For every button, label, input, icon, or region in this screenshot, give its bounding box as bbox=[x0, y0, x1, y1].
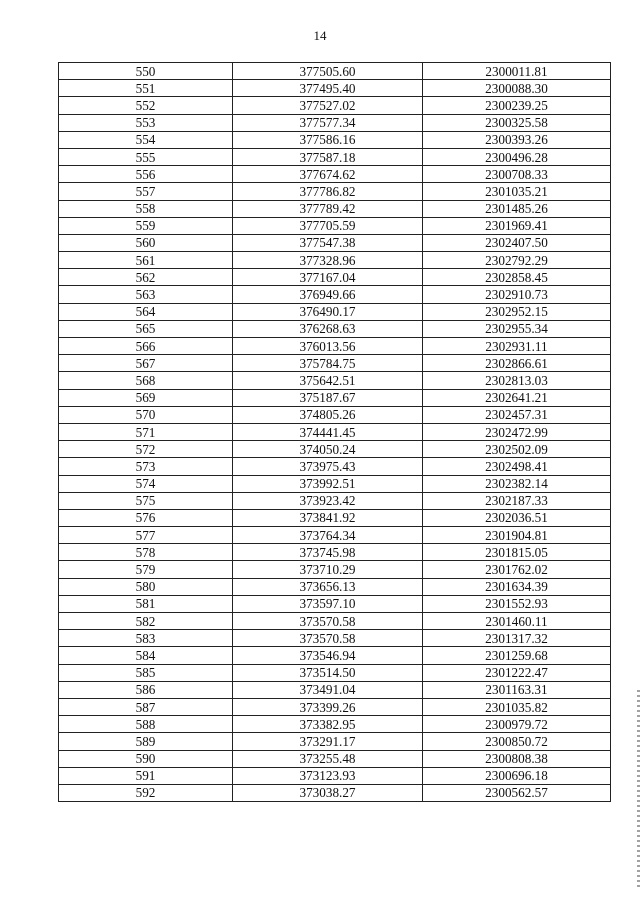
y-coordinate-cell: 2302187.33 bbox=[423, 492, 611, 509]
point-number-cell: 579 bbox=[59, 561, 233, 578]
x-coordinate-cell: 373923.42 bbox=[233, 492, 423, 509]
point-number-cell: 574 bbox=[59, 475, 233, 492]
table-row bbox=[59, 389, 611, 406]
point-number-cell: 577 bbox=[59, 527, 233, 544]
y-coordinate-cell: 2301552.93 bbox=[423, 595, 611, 612]
y-coordinate-cell: 2302472.99 bbox=[423, 423, 611, 440]
table-row bbox=[59, 475, 611, 492]
point-number-cell: 555 bbox=[59, 148, 233, 165]
y-coordinate-cell: 2301904.81 bbox=[423, 527, 611, 544]
x-coordinate-cell: 373710.29 bbox=[233, 561, 423, 578]
y-coordinate-cell: 2301259.68 bbox=[423, 647, 611, 664]
x-coordinate-cell: 373745.98 bbox=[233, 544, 423, 561]
y-coordinate-cell: 2302931.11 bbox=[423, 338, 611, 355]
y-coordinate-cell: 2300708.33 bbox=[423, 166, 611, 183]
y-coordinate-cell: 2302858.45 bbox=[423, 269, 611, 286]
table-row bbox=[59, 698, 611, 715]
table-row bbox=[59, 578, 611, 595]
x-coordinate-cell: 373841.92 bbox=[233, 509, 423, 526]
x-coordinate-cell: 377705.59 bbox=[233, 217, 423, 234]
table-row bbox=[59, 750, 611, 767]
point-number-cell: 552 bbox=[59, 97, 233, 114]
table-row bbox=[59, 630, 611, 647]
point-number-cell: 572 bbox=[59, 441, 233, 458]
y-coordinate-cell: 2301317.32 bbox=[423, 630, 611, 647]
x-coordinate-cell: 377495.40 bbox=[233, 80, 423, 97]
table-row bbox=[59, 286, 611, 303]
point-number-cell: 565 bbox=[59, 320, 233, 337]
table-row bbox=[59, 183, 611, 200]
y-coordinate-cell: 2300850.72 bbox=[423, 733, 611, 750]
x-coordinate-cell: 373975.43 bbox=[233, 458, 423, 475]
point-number-cell: 563 bbox=[59, 286, 233, 303]
table-row bbox=[59, 509, 611, 526]
point-number-cell: 557 bbox=[59, 183, 233, 200]
point-number-cell: 585 bbox=[59, 664, 233, 681]
x-coordinate-cell: 375187.67 bbox=[233, 389, 423, 406]
x-coordinate-cell: 373546.94 bbox=[233, 647, 423, 664]
table-row bbox=[59, 217, 611, 234]
y-coordinate-cell: 2302036.51 bbox=[423, 509, 611, 526]
coordinates-table bbox=[58, 62, 611, 802]
point-number-cell: 564 bbox=[59, 303, 233, 320]
x-coordinate-cell: 373291.17 bbox=[233, 733, 423, 750]
point-number-cell: 588 bbox=[59, 716, 233, 733]
x-coordinate-cell: 373382.95 bbox=[233, 716, 423, 733]
x-coordinate-cell: 374441.45 bbox=[233, 423, 423, 440]
point-number-cell: 550 bbox=[59, 63, 233, 80]
point-number-cell: 560 bbox=[59, 234, 233, 251]
x-coordinate-cell: 377587.18 bbox=[233, 148, 423, 165]
x-coordinate-cell: 376013.56 bbox=[233, 338, 423, 355]
y-coordinate-cell: 2300696.18 bbox=[423, 767, 611, 784]
y-coordinate-cell: 2300496.28 bbox=[423, 148, 611, 165]
point-number-cell: 556 bbox=[59, 166, 233, 183]
table-row bbox=[59, 131, 611, 148]
x-coordinate-cell: 377328.96 bbox=[233, 252, 423, 269]
x-coordinate-cell: 373570.58 bbox=[233, 630, 423, 647]
table-row bbox=[59, 527, 611, 544]
y-coordinate-cell: 2300562.57 bbox=[423, 784, 611, 801]
x-coordinate-cell: 373597.10 bbox=[233, 595, 423, 612]
y-coordinate-cell: 2301035.82 bbox=[423, 698, 611, 715]
point-number-cell: 580 bbox=[59, 578, 233, 595]
point-number-cell: 568 bbox=[59, 372, 233, 389]
point-number-cell: 554 bbox=[59, 131, 233, 148]
y-coordinate-cell: 2300979.72 bbox=[423, 716, 611, 733]
point-number-cell: 569 bbox=[59, 389, 233, 406]
table-row bbox=[59, 664, 611, 681]
x-coordinate-cell: 377167.04 bbox=[233, 269, 423, 286]
x-coordinate-cell: 376949.66 bbox=[233, 286, 423, 303]
table-row bbox=[59, 148, 611, 165]
table-row bbox=[59, 234, 611, 251]
table-row bbox=[59, 681, 611, 698]
y-coordinate-cell: 2300239.25 bbox=[423, 97, 611, 114]
point-number-cell: 576 bbox=[59, 509, 233, 526]
point-number-cell: 587 bbox=[59, 698, 233, 715]
point-number-cell: 559 bbox=[59, 217, 233, 234]
x-coordinate-cell: 373764.34 bbox=[233, 527, 423, 544]
table-row bbox=[59, 97, 611, 114]
y-coordinate-cell: 2301222.47 bbox=[423, 664, 611, 681]
point-number-cell: 582 bbox=[59, 613, 233, 630]
y-coordinate-cell: 2301634.39 bbox=[423, 578, 611, 595]
table-row bbox=[59, 544, 611, 561]
table-row bbox=[59, 166, 611, 183]
page-number: 14 bbox=[313, 28, 327, 43]
coordinates-table-body bbox=[59, 63, 611, 802]
table-row bbox=[59, 647, 611, 664]
table-row bbox=[59, 338, 611, 355]
table-row bbox=[59, 200, 611, 217]
table-row bbox=[59, 716, 611, 733]
point-number-cell: 590 bbox=[59, 750, 233, 767]
point-number-cell: 551 bbox=[59, 80, 233, 97]
table-row bbox=[59, 492, 611, 509]
point-number-cell: 591 bbox=[59, 767, 233, 784]
x-coordinate-cell: 377505.60 bbox=[233, 63, 423, 80]
table-row bbox=[59, 441, 611, 458]
x-coordinate-cell: 373399.26 bbox=[233, 698, 423, 715]
y-coordinate-cell: 2300325.58 bbox=[423, 114, 611, 131]
y-coordinate-cell: 2302792.29 bbox=[423, 252, 611, 269]
point-number-cell: 571 bbox=[59, 423, 233, 440]
y-coordinate-cell: 2302866.61 bbox=[423, 355, 611, 372]
y-coordinate-cell: 2300393.26 bbox=[423, 131, 611, 148]
point-number-cell: 575 bbox=[59, 492, 233, 509]
table-row bbox=[59, 406, 611, 423]
point-number-cell: 553 bbox=[59, 114, 233, 131]
table-row bbox=[59, 423, 611, 440]
x-coordinate-cell: 377586.16 bbox=[233, 131, 423, 148]
y-coordinate-cell: 2302382.14 bbox=[423, 475, 611, 492]
table-row bbox=[59, 320, 611, 337]
x-coordinate-cell: 374050.24 bbox=[233, 441, 423, 458]
x-coordinate-cell: 376268.63 bbox=[233, 320, 423, 337]
x-coordinate-cell: 373255.48 bbox=[233, 750, 423, 767]
y-coordinate-cell: 2301035.21 bbox=[423, 183, 611, 200]
x-coordinate-cell: 375784.75 bbox=[233, 355, 423, 372]
table-row bbox=[59, 355, 611, 372]
table-row bbox=[59, 80, 611, 97]
table-row bbox=[59, 372, 611, 389]
y-coordinate-cell: 2302498.41 bbox=[423, 458, 611, 475]
x-coordinate-cell: 377527.02 bbox=[233, 97, 423, 114]
table-row bbox=[59, 252, 611, 269]
point-number-cell: 567 bbox=[59, 355, 233, 372]
x-coordinate-cell: 373570.58 bbox=[233, 613, 423, 630]
point-number-cell: 581 bbox=[59, 595, 233, 612]
y-coordinate-cell: 2302457.31 bbox=[423, 406, 611, 423]
x-coordinate-cell: 377674.62 bbox=[233, 166, 423, 183]
table-row bbox=[59, 303, 611, 320]
point-number-cell: 566 bbox=[59, 338, 233, 355]
table-row bbox=[59, 784, 611, 801]
y-coordinate-cell: 2301762.02 bbox=[423, 561, 611, 578]
point-number-cell: 586 bbox=[59, 681, 233, 698]
point-number-cell: 573 bbox=[59, 458, 233, 475]
x-coordinate-cell: 373038.27 bbox=[233, 784, 423, 801]
x-coordinate-cell: 377786.82 bbox=[233, 183, 423, 200]
y-coordinate-cell: 2300088.30 bbox=[423, 80, 611, 97]
y-coordinate-cell: 2302910.73 bbox=[423, 286, 611, 303]
table-row bbox=[59, 114, 611, 131]
y-coordinate-cell: 2302952.15 bbox=[423, 303, 611, 320]
table-row bbox=[59, 269, 611, 286]
y-coordinate-cell: 2302641.21 bbox=[423, 389, 611, 406]
x-coordinate-cell: 377789.42 bbox=[233, 200, 423, 217]
table-row bbox=[59, 561, 611, 578]
table-row bbox=[59, 767, 611, 784]
point-number-cell: 584 bbox=[59, 647, 233, 664]
x-coordinate-cell: 376490.17 bbox=[233, 303, 423, 320]
y-coordinate-cell: 2301163.31 bbox=[423, 681, 611, 698]
table-row bbox=[59, 458, 611, 475]
y-coordinate-cell: 2301969.41 bbox=[423, 217, 611, 234]
point-number-cell: 592 bbox=[59, 784, 233, 801]
x-coordinate-cell: 374805.26 bbox=[233, 406, 423, 423]
y-coordinate-cell: 2301485.26 bbox=[423, 200, 611, 217]
x-coordinate-cell: 377577.34 bbox=[233, 114, 423, 131]
y-coordinate-cell: 2302407.50 bbox=[423, 234, 611, 251]
table-row bbox=[59, 613, 611, 630]
table-row bbox=[59, 595, 611, 612]
point-number-cell: 570 bbox=[59, 406, 233, 423]
y-coordinate-cell: 2301815.05 bbox=[423, 544, 611, 561]
point-number-cell: 558 bbox=[59, 200, 233, 217]
x-coordinate-cell: 373491.04 bbox=[233, 681, 423, 698]
x-coordinate-cell: 375642.51 bbox=[233, 372, 423, 389]
x-coordinate-cell: 377547.38 bbox=[233, 234, 423, 251]
x-coordinate-cell: 373992.51 bbox=[233, 475, 423, 492]
point-number-cell: 583 bbox=[59, 630, 233, 647]
table-row bbox=[59, 733, 611, 750]
point-number-cell: 561 bbox=[59, 252, 233, 269]
y-coordinate-cell: 2301460.11 bbox=[423, 613, 611, 630]
y-coordinate-cell: 2300808.38 bbox=[423, 750, 611, 767]
y-coordinate-cell: 2302502.09 bbox=[423, 441, 611, 458]
y-coordinate-cell: 2300011.81 bbox=[423, 63, 611, 80]
x-coordinate-cell: 373656.13 bbox=[233, 578, 423, 595]
x-coordinate-cell: 373123.93 bbox=[233, 767, 423, 784]
x-coordinate-cell: 373514.50 bbox=[233, 664, 423, 681]
y-coordinate-cell: 2302955.34 bbox=[423, 320, 611, 337]
y-coordinate-cell: 2302813.03 bbox=[423, 372, 611, 389]
point-number-cell: 562 bbox=[59, 269, 233, 286]
point-number-cell: 578 bbox=[59, 544, 233, 561]
table-row bbox=[59, 63, 611, 80]
point-number-cell: 589 bbox=[59, 733, 233, 750]
